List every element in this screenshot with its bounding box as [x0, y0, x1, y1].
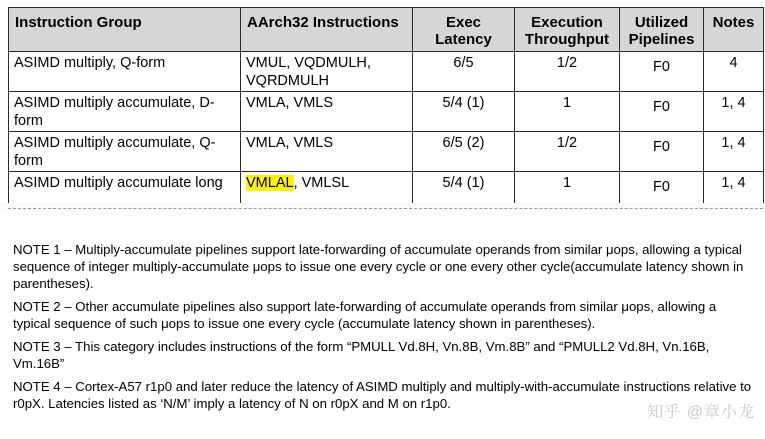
instr-text: , VMLSL: [293, 175, 350, 191]
table-header-row: [9, 8, 764, 52]
cell-pipelines: F0: [620, 132, 704, 172]
cell-latency: 6/5 (2): [413, 132, 515, 172]
cell-pipelines: F0: [620, 92, 704, 132]
cell-notes: 1, 4: [704, 132, 764, 172]
cell-notes: 1, 4: [704, 92, 764, 132]
cell-throughput: 1/2: [515, 52, 620, 92]
note-1: NOTE 1 – Multiply-accumulate pipelines support late-forwarding of accumulate operands from similar μops, allowing a typical sequence of integer multiply-accumulate μops to issue one every cycle or one every other cycle(accumulate latency shown in parentheses).: [13, 242, 744, 291]
cell-notes: 1, 4: [704, 172, 764, 212]
cell-instructions: [241, 52, 413, 92]
header-utilized-pipelines: Utilized Pipelines: [620, 8, 704, 52]
cell-latency: 5/4 (1): [413, 172, 515, 212]
note-4: NOTE 4 – Cortex-A57 r1p0 and later reduce the latency of ASIMD multiply and multiply-with-accumulate instructions relative to r0pX. Latencies listed as ‘N/M’ imply a latency of N on r0pX and M on r1p0.: [13, 379, 752, 411]
instr-text: VMLA, VMLS: [246, 135, 334, 151]
header-notes: Notes: [704, 8, 764, 52]
cell-pipelines: F0: [620, 172, 704, 212]
header-exec-latency: Exec Latency: [413, 8, 515, 52]
header-execution-throughput: Execution Throughput: [515, 8, 620, 52]
zhihu-watermark: 知乎 @章小龙: [647, 404, 755, 421]
cell-throughput: 1/2: [515, 132, 620, 172]
notes-section: [13, 241, 753, 418]
note-3: NOTE 3 – This category includes instructions of the form “PMULL Vd.8H, Vn.8B, Vm.8B” and “PMULL2 Vd.8H, Vn.16B, Vm.16B”: [13, 339, 710, 371]
table-row: [9, 132, 764, 172]
header-instruction-group: Instruction Group: [9, 8, 241, 52]
note-2: NOTE 2 – Other accumulate pipelines also support late-forwarding of accumulate operands from similar μops, allowing a typical sequence of such μops to issue one every cycle (accumulate latency shown in parentheses).: [13, 299, 717, 331]
cell-notes: 4: [704, 52, 764, 92]
table-row: [9, 92, 764, 132]
page-break-shadow: [0, 203, 765, 217]
cell-instructions: [241, 132, 413, 172]
cell-pipelines: F0: [620, 52, 704, 92]
instruction-table-container: [8, 7, 763, 205]
header-aarch32-instructions: AArch32 Instructions: [241, 8, 413, 52]
cell-group: ASIMD multiply accumulate long: [9, 172, 241, 212]
cell-group: ASIMD multiply accumulate, Q-form: [9, 132, 241, 172]
instr-text: VMLA, VMLS: [246, 95, 334, 111]
cell-latency: 6/5: [413, 52, 515, 92]
instr-text: VMUL, VQDMULH, VQRDMULH: [246, 55, 371, 89]
instruction-latency-table: [8, 7, 764, 212]
cell-instructions: [241, 92, 413, 132]
cell-throughput: 1: [515, 92, 620, 132]
page-divider: [8, 208, 763, 209]
cell-throughput: 1: [515, 172, 620, 212]
cell-group: ASIMD multiply, Q-form: [9, 52, 241, 92]
table-row: [9, 52, 764, 92]
highlighted-instruction: VMLAL: [246, 175, 294, 191]
cell-latency: 5/4 (1): [413, 92, 515, 132]
cell-group: ASIMD multiply accumulate, D-form: [9, 92, 241, 132]
